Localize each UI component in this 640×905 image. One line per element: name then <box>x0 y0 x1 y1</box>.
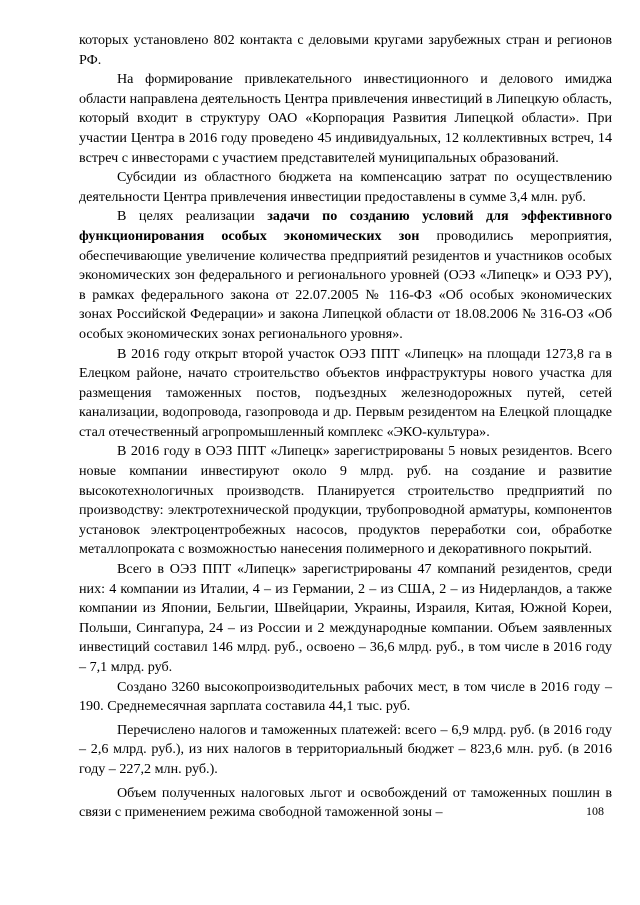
paragraph-tax-benefits: Объем полученных налоговых льгот и освобождений от таможенных пошлин в связи с применением режима свободной таможенной зоны – <box>79 784 612 821</box>
document-body <box>79 31 612 823</box>
paragraph-subsidies: Субсидии из областного бюджета на компенсацию затрат по осуществлению деятельности Центра привлечения инвестиции предоставлены в сумме 3,4 млн. руб. <box>79 169 612 205</box>
page-number: 108 <box>586 804 604 818</box>
paragraph-jobs: Создано 3260 высокопроизводительных рабочих мест, в том числе в 2016 году – 190. Среднемесячная зарплата составила 44,1 тыс. руб. <box>79 678 612 715</box>
paragraph-investment-center: На формирование привлекательного инвестиционного и делового имиджа области направлена деятельность Центра привлечения инвестиций в Липецкую область, который входит в структуру ОАО «Корпорация Развития Липецкой области». При участии Центра в 2016 году проведено 45 индивидуальных, 12 коллективных встреч, 14 встреч с инвесторами с участием представителей муниципальных образований. <box>79 71 612 166</box>
paragraph-new-residents: В 2016 году в ОЭЗ ППТ «Липецк» зарегистрированы 5 новых резидентов. Всего новые компании инвестируют около 9 млрд. руб. на создание и развитие высокотехнологичных производств. Планируется строительство предприятий по производству: электротехнической продукции, трубопроводной арматуры, компонентов установок электроцентробежных насосов, продуктов переработки сои, обработке металлопроката с возможностью нанесения полимерного и декоративного покрытий. <box>79 443 612 558</box>
paragraph-sez-task <box>79 207 612 344</box>
paragraph-total-residents: Всего в ОЭЗ ППТ «Липецк» зарегистрированы 47 компаний резидентов, среди них: 4 компании из Италии, 4 – из Германии, 2 – из США, 2 – из Нидерландов, а также компании из Японии, Бельгии, Швейцарии, Украины, Израиля, Китая, Южной Кореи, Польши, Сингапура, 24 – из России и 2 международные компании. Объем заявленных инвестиций составил 146 млрд. руб., освоено – 36,6 млрд. руб., в том числе в 2016 году – 7,1 млрд. руб. <box>79 561 612 675</box>
paragraph-taxes: Перечислено налогов и таможенных платежей: всего – 6,9 млрд. руб. (в 2016 году – 2,6 млрд. руб.), из них налогов в территориальный бюджет – 823,6 млн. руб. (в 2016 году – 227,2 млн. руб.). <box>79 721 612 777</box>
paragraph-contacts: которых установлено 802 контакта с деловыми кругами зарубежных стран и регионов РФ. <box>79 32 612 68</box>
sez-task-lead: В целях реализации <box>117 208 268 225</box>
sez-task-rest: проводились мероприятия, обеспечивающие увеличение количества предприятий резидентов и участников особых экономических зон федерального и регионального уровней (ОЭЗ «Липецк» и ОЭЗ РУ), в рамках федерального закона от 22.07.2005 № 116-ФЗ «Об особых экономических зонах Российской Федерации» и закона Липецкой области от 18.08.2006 № 316-ОЗ «Об особых экономических зонах регионального уровня». <box>79 227 612 342</box>
sez-task-bold: задачи по созданию условий для эффективного функционирования особых экономических зон <box>79 208 612 244</box>
paragraph-second-site: В 2016 году открыт второй участок ОЭЗ ППТ «Липецк» на площади 1273,8 га в Елецком районе, начато строительство объектов инфраструктуры нового участка для размещения таможенных постов, подъездных железнодорожных путей, сетей канализации, водопровода, газопровода и др. Первым резидентом на Елецкой площадке стал отечественный агропромышленный комплекс «ЭКО-культура». <box>79 345 612 440</box>
